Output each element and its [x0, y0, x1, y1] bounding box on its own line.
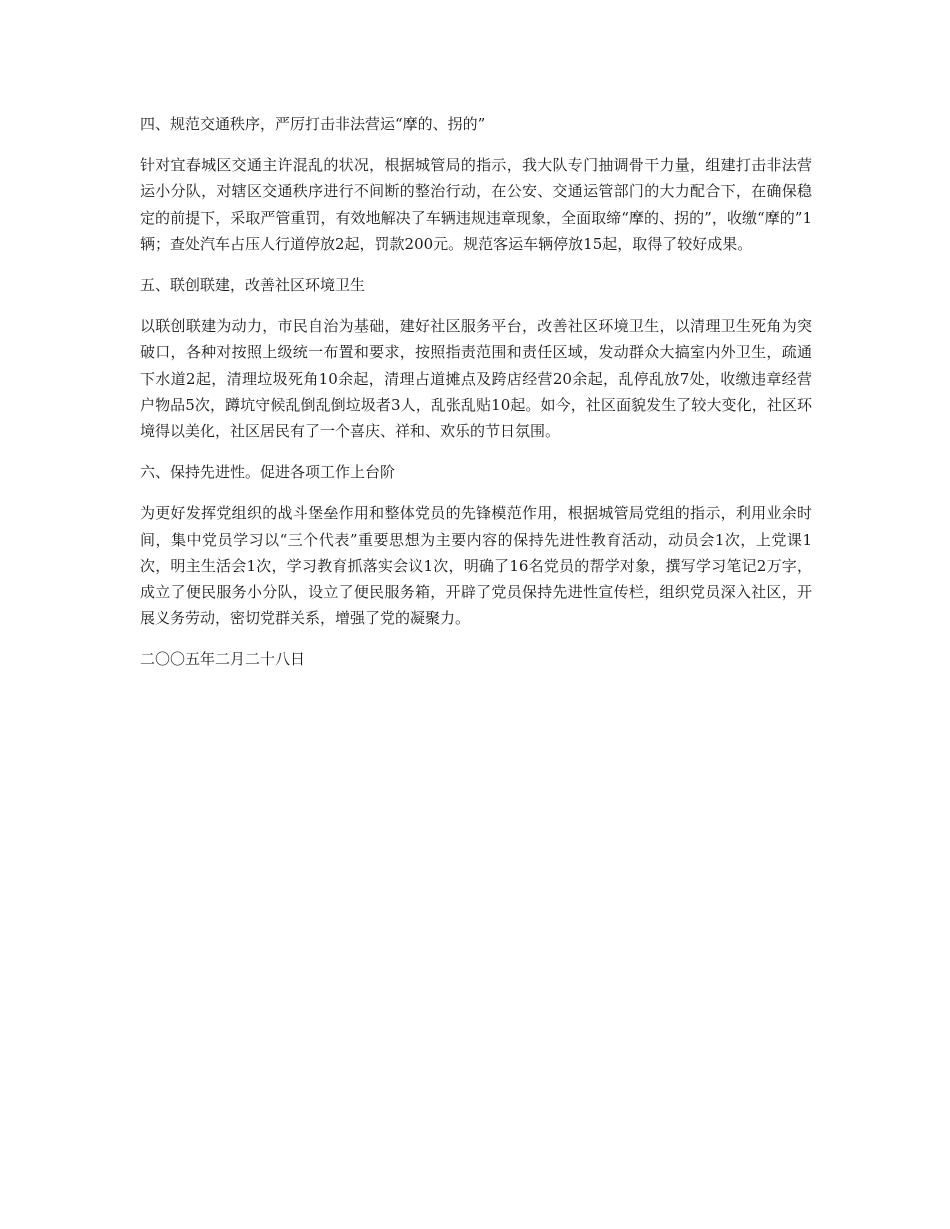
section-heading-community: 五、联创联建，改善社区环境卫生 — [140, 276, 366, 295]
section-body-traffic: 针对宜春城区交通主许混乱的状况，根据城管局的指示，我大队专门抽调骨干力量，组建打击非法营运小分队，对辖区交通秩序进行不间断的整治行动，在公安、交通运管部门的大力配合下，在确保稳定的前提下，采取严管重罚，有效地解决了车辆违规违章现象，全面取缔“摩的、拐的”，收缴“摩的”1辆；查处汽车占压人行道停放2起，罚款200元。规范客运车辆停放15起，取得了较好成果。 — [140, 156, 812, 253]
section-heading-traffic: 四、规范交通秩序，严厉打击非法营运“摩的、拐的” — [140, 115, 486, 133]
section-body-party: 为更好发挥党组织的战斗堡垒作用和整体党员的先锋模范作用，根据城管局党组的指示，利用业余时间，集中党员学习以“三个代表”重要思想为主要内容的保持先进性教育活动，动员会1次，上党课1次，明主生活会1次，学习教育抓落实会议1次，明确了16名党员的帮学对象，撰写学习笔记2万字，成立了便民服务小分队，设立了便民服务箱，开辟了党员保持先进性宣传栏，组织党员深入社区，开展义务劳动，密切党群关系，增强了党的凝聚力。 — [140, 504, 812, 628]
section-heading-party: 六、保持先进性。促进各项工作上台阶 — [140, 463, 396, 482]
section-body-community: 以联创联建为动力，市民自治为基础，建好社区服务平台，改善社区环境卫生，以清理卫生死角为突破口，各种对按照上级统一布置和要求，按照指责范围和责任区域，发动群众大搞室内外卫生，疏通下水道2起，清理垃圾死角10余起，清理占道摊点及跨店经营20余起，乱停乱放7处，收缴违章经营户物品5次，蹲坑守候乱倒乱倒垃圾者3人，乱张乱贴10起。如今，社区面貌发生了较大变化，社区环境得以美化，社区居民有了一个喜庆、祥和、欢乐的节日氛围。 — [140, 317, 812, 441]
document-date: 二〇〇五年二月二十八日 — [140, 650, 306, 669]
document-page — [140, 111, 812, 673]
